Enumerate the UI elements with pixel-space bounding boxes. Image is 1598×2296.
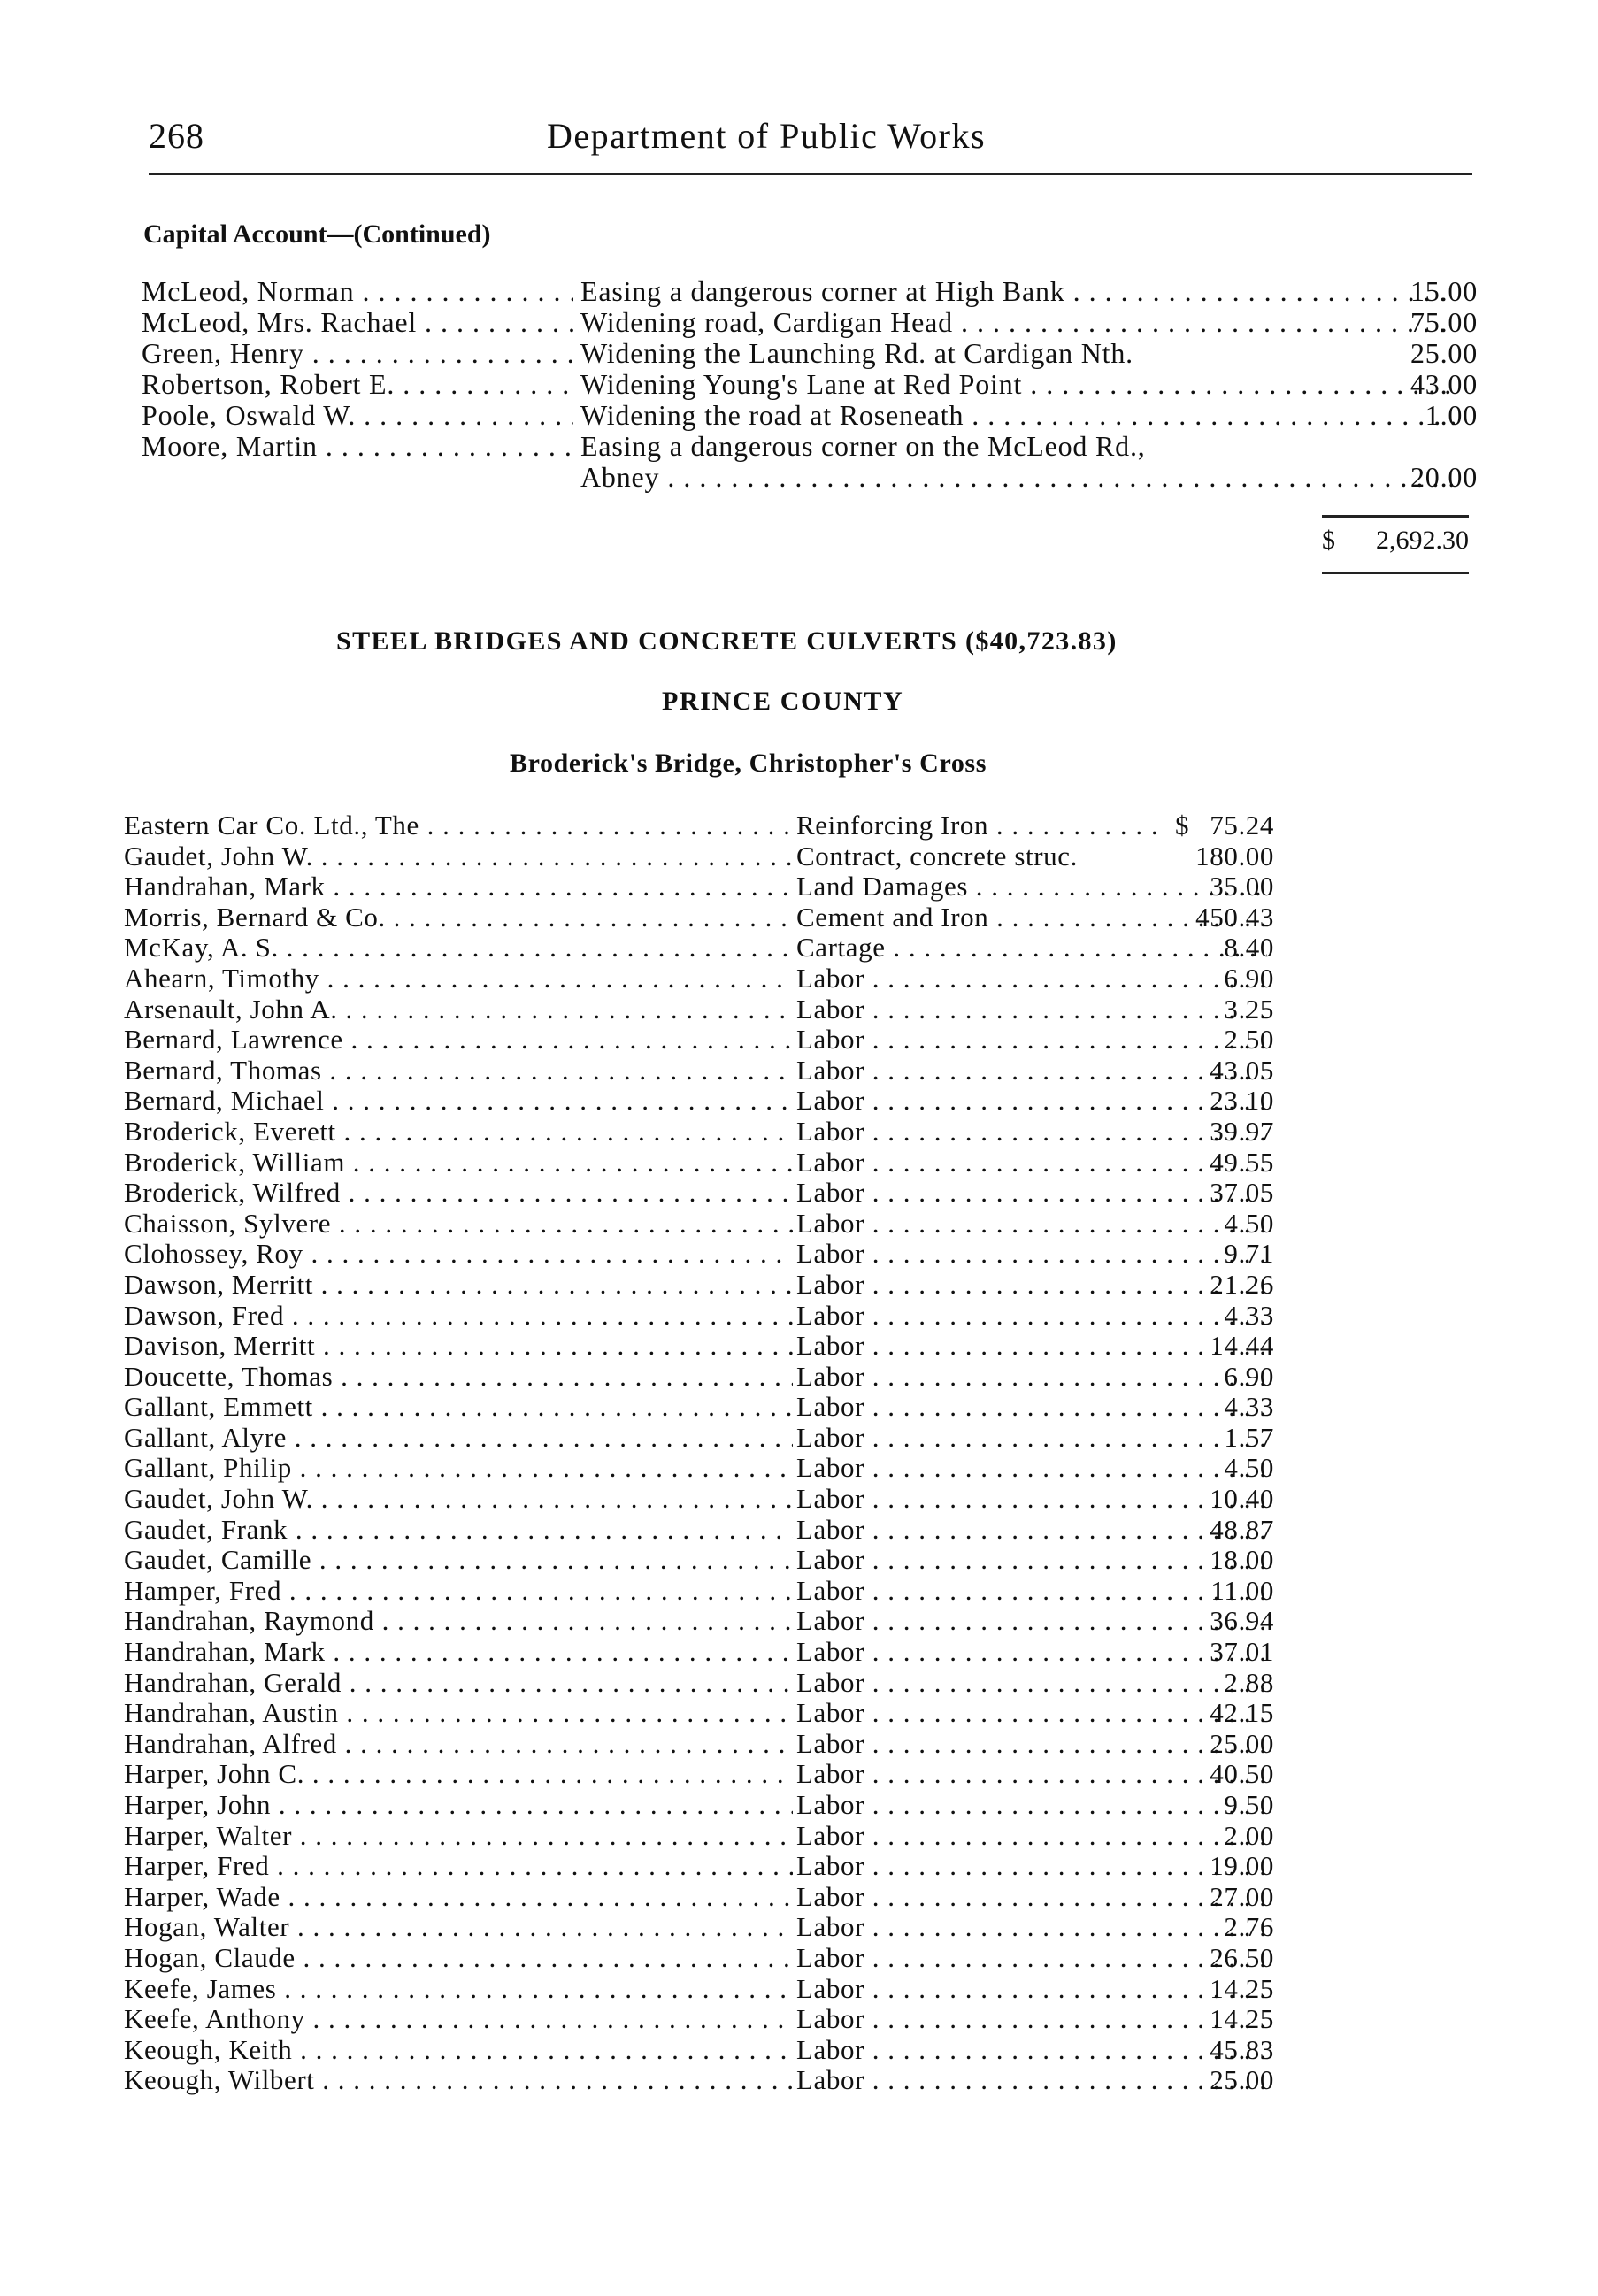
item-description: Labor . . . (796, 1423, 1267, 1454)
item-description: Labor . . . (796, 1943, 1267, 1974)
payee-name: Harper, Walter . . . (124, 1821, 793, 1852)
table-row (124, 1668, 1274, 1699)
payee-name: Doucette, Thomas . . . (124, 1362, 793, 1393)
table-row (124, 1821, 1274, 1852)
payee-name: Bernard, Thomas . . . (124, 1056, 793, 1087)
amount: 15.00 (1410, 275, 1478, 307)
amount: 25.00 (1410, 337, 1478, 369)
amount: 9.71 (1224, 1238, 1274, 1270)
currency-sign: $ (1175, 810, 1190, 841)
table-row (124, 1178, 1274, 1209)
table-row (124, 1637, 1274, 1668)
payee-name: Hogan, Claude . . . (124, 1943, 793, 1974)
amount: 450.43 (1195, 901, 1274, 933)
work-description: Widening the road at Roseneath . . . (580, 400, 1456, 431)
table-row (124, 1759, 1274, 1790)
item-description: Labor . . . (796, 994, 1267, 1025)
amount: 9.50 (1224, 1789, 1274, 1820)
amount: 43.00 (1410, 368, 1478, 400)
item-description: Labor . . . (796, 1606, 1267, 1637)
table-row (124, 1148, 1274, 1179)
table-row (124, 1056, 1274, 1087)
work-description: Widening Young's Lane at Red Point . . . (580, 369, 1456, 400)
item-description: Labor . . . (796, 1484, 1267, 1515)
payee-name: Eastern Car Co. Ltd., The . . . (124, 810, 793, 841)
payee-name: Handrahan, Alfred . . . (124, 1729, 793, 1760)
payee-name: Hogan, Walter . . . (124, 1912, 793, 1943)
county-heading: PRINCE COUNTY (662, 687, 904, 716)
total-amount: 2,692.30 (1376, 526, 1469, 555)
table-row (142, 400, 1478, 431)
payee-name: Broderick, Wilfred . . . (124, 1178, 793, 1209)
payee-name: Keough, Wilbert . . . (124, 2065, 793, 2096)
table-row (124, 1606, 1274, 1637)
amount: 39.97 (1210, 1115, 1274, 1147)
table-row (124, 2035, 1274, 2066)
item-description: Labor . . . (796, 1301, 1267, 1332)
payee-name: Handrahan, Raymond . . . (124, 1606, 793, 1637)
total-currency: $ (1322, 526, 1335, 555)
table-row (124, 1209, 1274, 1240)
amount: 14.25 (1210, 1972, 1274, 2004)
payee-name: Gallant, Alyre . . . (124, 1423, 793, 1454)
item-description: Reinforcing Iron . . . (796, 810, 1157, 841)
table-row (124, 1117, 1274, 1148)
payee-name: Broderick, William . . . (124, 1148, 793, 1179)
payee-name: Arsenault, John A. . . . (124, 994, 793, 1025)
payee-name: Ahearn, Timothy . . . (124, 964, 793, 994)
amount: 6.90 (1224, 1360, 1274, 1392)
payee-name: Gaudet, Camille . . . (124, 1545, 793, 1576)
item-description: Labor . . . (796, 1974, 1267, 2005)
bridge-heading: Broderick's Bridge, Christopher's Cross (510, 749, 987, 778)
payee-name: Harper, Wade . . . (124, 1882, 793, 1913)
amount: 6.90 (1224, 962, 1274, 994)
payee-name: Handrahan, Gerald . . . (124, 1668, 793, 1699)
amount: 75.24 (1210, 810, 1274, 841)
amount: 1.00 (1425, 399, 1478, 431)
item-description: Labor . . . (796, 1056, 1267, 1087)
item-description: Labor . . . (796, 1668, 1267, 1699)
table-row (124, 1301, 1274, 1332)
item-description: Labor . . . (796, 1882, 1267, 1913)
payee-name: Robertson, Robert E. . . . (142, 369, 573, 400)
amount: 37.05 (1210, 1177, 1274, 1209)
amount: 23.10 (1210, 1085, 1274, 1117)
amount: 40.50 (1210, 1758, 1274, 1790)
page-title: Department of Public Works (547, 116, 987, 156)
payee-name: Dawson, Merritt . . . (124, 1270, 793, 1301)
payee-name: Green, Henry . . . (142, 338, 573, 369)
total-rule-top (1322, 515, 1469, 518)
table-row (124, 964, 1274, 994)
payee-name: Morris, Bernard & Co. . . . (124, 902, 793, 933)
table-row (124, 1392, 1274, 1423)
table-row (124, 872, 1274, 902)
payee-name: Gaudet, Frank . . . (124, 1515, 793, 1546)
item-description: Labor . . . (796, 1698, 1267, 1729)
table-row (142, 431, 1478, 462)
table-row (124, 1453, 1274, 1484)
amount: 25.00 (1210, 1727, 1274, 1759)
item-description: Labor . . . (796, 1025, 1267, 1056)
payee-name: Bernard, Lawrence . . . (124, 1025, 793, 1056)
item-description: Labor . . . (796, 2035, 1267, 2066)
item-description: Land Damages . . . (796, 872, 1267, 902)
amount: 19.00 (1210, 1850, 1274, 1882)
amount: 4.50 (1224, 1452, 1274, 1484)
work-description: Abney . . . (580, 462, 1456, 493)
item-description: Labor . . . (796, 1239, 1267, 1270)
payee-name: Keefe, James . . . (124, 1974, 793, 2005)
table-row (124, 1912, 1274, 1943)
table-row (124, 1974, 1274, 2005)
item-description: Labor . . . (796, 1086, 1267, 1117)
amount: 49.55 (1210, 1146, 1274, 1178)
payee-name: McLeod, Mrs. Rachael . . . (142, 307, 573, 338)
table-row (124, 1086, 1274, 1117)
item-description: Labor . . . (796, 1790, 1267, 1821)
amount: 10.40 (1210, 1483, 1274, 1515)
payee-name: Keefe, Anthony . . . (124, 2004, 793, 2035)
amount: 75.00 (1410, 306, 1478, 338)
table-row (142, 276, 1478, 307)
item-description: Labor . . . (796, 1912, 1267, 1943)
payee-name: Harper, John C. . . . (124, 1759, 793, 1790)
item-description: Labor . . . (796, 1545, 1267, 1576)
amount: 26.50 (1210, 1941, 1274, 1973)
payee-name: Gaudet, John W. . . . (124, 841, 793, 872)
amount: 37.01 (1210, 1636, 1274, 1668)
payee-name: Gallant, Emmett . . . (124, 1392, 793, 1423)
payee-name: Chaisson, Sylvere . . . (124, 1209, 793, 1240)
payee-name: Handrahan, Mark . . . (124, 872, 793, 902)
amount: 3.25 (1224, 993, 1274, 1025)
item-description: Labor . . . (796, 964, 1267, 994)
payee-name: Bernard, Michael . . . (124, 1086, 793, 1117)
amount: 20.00 (1410, 461, 1478, 493)
table-row (124, 1423, 1274, 1454)
payee-name: Gallant, Philip . . . (124, 1453, 793, 1484)
total-rule-bottom (1322, 572, 1469, 574)
table-row (142, 307, 1478, 338)
item-description: Cartage . . . (796, 933, 1267, 964)
payee-name: Keough, Keith . . . (124, 2035, 793, 2066)
header-rule (149, 173, 1472, 175)
amount: 4.33 (1224, 1391, 1274, 1423)
table-row (124, 902, 1274, 933)
amount: 43.05 (1210, 1054, 1274, 1086)
item-description: Labor . . . (796, 1392, 1267, 1423)
item-description: Labor . . . (796, 1515, 1267, 1546)
amount: 25.00 (1210, 2064, 1274, 2096)
page-number: 268 (149, 116, 204, 156)
item-description: Labor . . . (796, 1729, 1267, 1760)
work-description: Easing a dangerous corner at High Bank . . . (580, 276, 1456, 307)
amount: 4.33 (1224, 1299, 1274, 1331)
table-row (142, 462, 1478, 493)
payee-name: Hamper, Fred . . . (124, 1576, 793, 1607)
table-row (124, 1025, 1274, 1056)
payee-name: Harper, Fred . . . (124, 1851, 793, 1882)
payee-name: Dawson, Fred . . . (124, 1301, 793, 1332)
table-row (124, 1729, 1274, 1760)
table-row (124, 1545, 1274, 1576)
table-row (142, 369, 1478, 400)
amount: 36.94 (1210, 1605, 1274, 1637)
table-row (124, 1576, 1274, 1607)
item-description: Labor . . . (796, 1148, 1267, 1179)
work-description: Widening the Launching Rd. at Cardigan Nth. (580, 338, 1133, 369)
payee-name: Handrahan, Austin . . . (124, 1698, 793, 1729)
amount: 1.57 (1224, 1421, 1274, 1453)
table-row (124, 810, 1274, 841)
item-description: Labor . . . (796, 2004, 1267, 2035)
item-description: Labor . . . (796, 1362, 1267, 1393)
item-description: Labor . . . (796, 1759, 1267, 1790)
work-description: Widening road, Cardigan Head . . . (580, 307, 1456, 338)
item-description: Labor . . . (796, 1453, 1267, 1484)
amount: 8.40 (1224, 932, 1274, 964)
table-row (124, 994, 1274, 1025)
expenditure-table (124, 810, 1274, 2096)
payee-name: Poole, Oswald W. . . . (142, 400, 573, 431)
amount: 42.15 (1210, 1697, 1274, 1729)
table-row (124, 1239, 1274, 1270)
capital-account-table (142, 276, 1478, 493)
item-description: Labor . . . (796, 1270, 1267, 1301)
amount: 45.83 (1210, 2033, 1274, 2065)
table-row (124, 933, 1274, 964)
amount: 4.50 (1224, 1207, 1274, 1239)
amount: 21.26 (1210, 1268, 1274, 1300)
item-description: Cement and Iron . . . (796, 902, 1267, 933)
table-row (124, 1331, 1274, 1362)
table-row (124, 1790, 1274, 1821)
item-description: Labor . . . (796, 1576, 1267, 1607)
table-row (124, 1882, 1274, 1913)
payee-name: Davison, Merritt . . . (124, 1331, 793, 1362)
table-row (124, 1943, 1274, 1974)
amount: 48.87 (1210, 1513, 1274, 1545)
table-row (124, 1698, 1274, 1729)
amount: 11.00 (1210, 1574, 1274, 1606)
amount: 14.44 (1210, 1330, 1274, 1362)
payee-name: Broderick, Everett . . . (124, 1117, 793, 1148)
capital-account-label: Capital Account—(Continued) (143, 219, 491, 249)
payee-name: Handrahan, Mark . . . (124, 1637, 793, 1668)
item-description: Labor . . . (796, 1117, 1267, 1148)
amount: 2.50 (1224, 1024, 1274, 1056)
item-description: Labor . . . (796, 2065, 1267, 2096)
item-description: Labor . . . (796, 1331, 1267, 1362)
item-description: Labor . . . (796, 1209, 1267, 1240)
work-description: Easing a dangerous corner on the McLeod Rd., (580, 431, 1146, 462)
payee-name: Gaudet, John W. . . . (124, 1484, 793, 1515)
item-description: Contract, concrete struc. (796, 841, 1078, 872)
table-row (124, 841, 1274, 872)
amount: 27.00 (1210, 1880, 1274, 1912)
amount: 2.00 (1224, 1819, 1274, 1851)
payee-name: Moore, Martin . . . (142, 431, 573, 462)
amount: 2.76 (1224, 1911, 1274, 1943)
item-description: Labor . . . (796, 1821, 1267, 1852)
payee-name: McKay, A. S. . . . (124, 933, 793, 964)
table-row (124, 1851, 1274, 1882)
amount: 180.00 (1195, 840, 1274, 872)
amount: 18.00 (1210, 1544, 1274, 1576)
amount: 35.00 (1210, 871, 1274, 902)
section-heading: STEEL BRIDGES AND CONCRETE CULVERTS ($40,723.83) (336, 626, 1118, 656)
item-description: Labor . . . (796, 1178, 1267, 1209)
item-description: Labor . . . (796, 1851, 1267, 1882)
amount: 14.25 (1210, 2003, 1274, 2035)
payee-name: Harper, John . . . (124, 1790, 793, 1821)
table-row (124, 1515, 1274, 1546)
table-row (124, 1484, 1274, 1515)
running-head (149, 115, 1476, 168)
table-row (124, 1270, 1274, 1301)
item-description: Labor . . . (796, 1637, 1267, 1668)
table-row (124, 2004, 1274, 2035)
table-row (142, 338, 1478, 369)
amount: 2.88 (1224, 1666, 1274, 1698)
table-row (124, 1362, 1274, 1393)
table-row (124, 2065, 1274, 2096)
payee-name: McLeod, Norman . . . (142, 276, 573, 307)
payee-name: Clohossey, Roy . . . (124, 1239, 793, 1270)
